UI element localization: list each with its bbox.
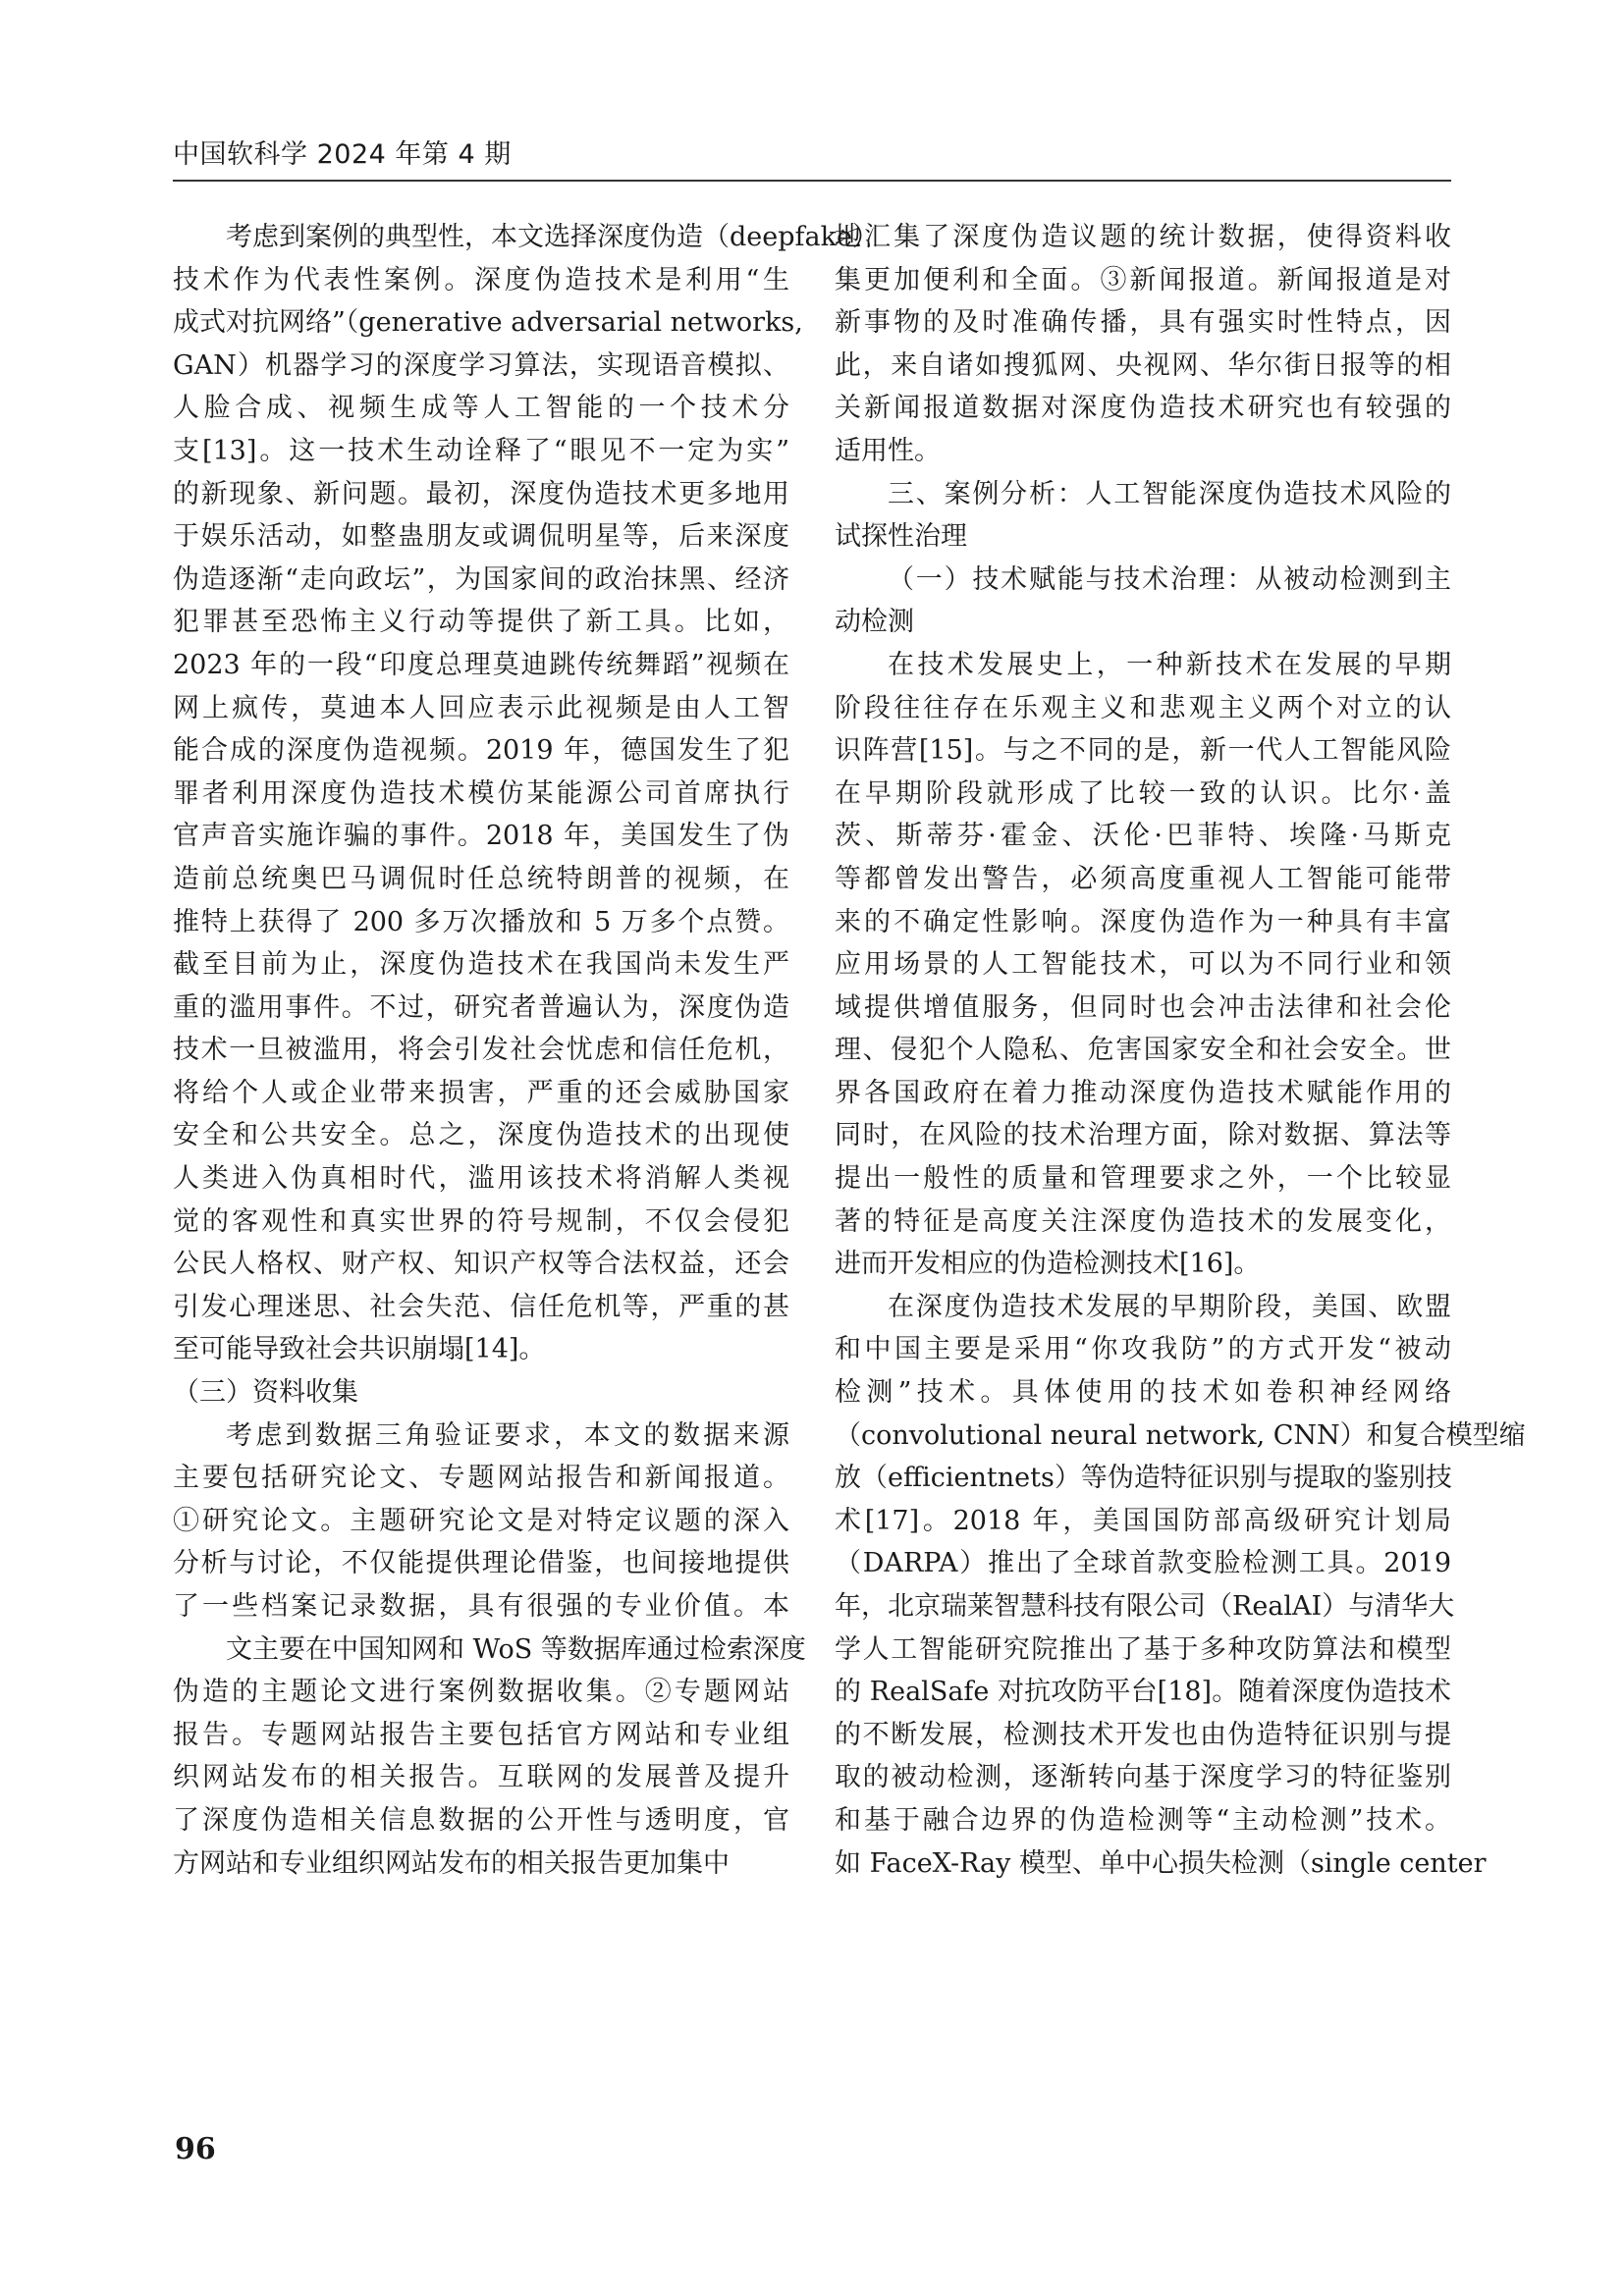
text-line: 关新闻报道数据对深度伪造技术研究也有较强的 xyxy=(835,393,1451,424)
text-line: 动检测 xyxy=(835,607,914,638)
text-line: 进而开发相应的伪造检测技术[16]。 xyxy=(835,1249,1261,1280)
text-line: 截至目前为止，深度伪造技术在我国尚未发生严 xyxy=(173,949,789,981)
text-line: 成式对抗网络”（generative adversarial networks, xyxy=(173,307,803,339)
text-line: 识阵营[15]。与之不同的是，新一代人工智能风险 xyxy=(835,735,1451,767)
text-line: 此，来自诸如搜狐网、央视网、华尔街日报等的相 xyxy=(835,349,1451,381)
text-line: 集更加便利和全面。③新闻报道。新闻报道是对 xyxy=(835,264,1451,295)
text-line: （三）资料收集 xyxy=(173,1377,358,1409)
text-line: 至可能导致社会共识崩塌[14]。 xyxy=(173,1334,546,1365)
text-line: 等都曾发出警告，必须高度重视人工智能可能带 xyxy=(835,863,1451,894)
text-line: 官声音实施诈骗的事件。2018 年，美国发生了伪 xyxy=(173,821,789,852)
text-line: 报告。专题网站报告主要包括官方网站和专业组 xyxy=(173,1719,789,1750)
text-line: 的新现象、新问题。最初，深度伪造技术更多地用 xyxy=(173,478,789,509)
text-line: 著的特征是高度关注深度伪造技术的发展变化， xyxy=(835,1205,1451,1237)
text-line: 人脸合成、视频生成等人工智能的一个技术分 xyxy=(173,393,789,424)
text-line: 和中国主要是采用“你攻我防”的方式开发“被动 xyxy=(835,1334,1451,1365)
text-line: ①研究论文。主题研究论文是对特定议题的深入 xyxy=(173,1505,789,1536)
text-line: 伪造的主题论文进行案例数据收集。②专题网站 xyxy=(173,1677,789,1708)
text-line: 适用性。 xyxy=(835,435,941,466)
text-line: 提出一般性的质量和管理要求之外，一个比较显 xyxy=(835,1163,1451,1195)
text-line: 试探性治理 xyxy=(835,521,967,553)
text-line: 应用场景的人工智能技术，可以为不同行业和领 xyxy=(835,949,1451,981)
text-line: 域提供增值服务，但同时也会冲击法律和社会伦 xyxy=(835,991,1451,1023)
text-line: 引发心理迷思、社会失范、信任危机等，严重的甚 xyxy=(173,1291,789,1322)
text-line: 2023 年的一段“印度总理莫迪跳传统舞蹈”视频在 xyxy=(173,649,789,680)
text-line: 同时，在风险的技术治理方面，除对数据、算法等 xyxy=(835,1120,1451,1151)
text-line: 在早期阶段就形成了比较一致的认识。比尔·盖 xyxy=(835,777,1451,809)
text-line: 来的不确定性影响。深度伪造作为一种具有丰富 xyxy=(835,906,1451,937)
text-line: 界各国政府在着力推动深度伪造技术赋能作用的 xyxy=(835,1077,1451,1108)
text-line: 考虑到数据三角验证要求，本文的数据来源 xyxy=(226,1419,789,1451)
text-line: 地汇集了深度伪造议题的统计数据，使得资料收 xyxy=(835,222,1451,252)
text-line: 技术作为代表性案例。深度伪造技术是利用“生 xyxy=(173,264,789,295)
text-line: 在深度伪造技术发展的早期阶段，美国、欧盟 xyxy=(888,1291,1451,1322)
text-line: 三、案例分析：人工智能深度伪造技术风险的 xyxy=(888,478,1451,509)
text-line: 安全和公共安全。总之，深度伪造技术的出现使 xyxy=(173,1120,789,1151)
text-line: 犯罪甚至恐怖主义行动等提供了新工具。比如， xyxy=(173,607,789,638)
text-line: 年，北京瑞莱智慧科技有限公司（RealAI）与清华大 xyxy=(835,1591,1455,1622)
text-line: GAN）机器学习的深度学习算法，实现语音模拟、 xyxy=(173,349,789,381)
text-line: 阶段往往存在乐观主义和悲观主义两个对立的认 xyxy=(835,692,1451,723)
text-line: 新事物的及时准确传播，具有强实时性特点，因 xyxy=(835,307,1451,339)
text-line: 茨、斯蒂芬·霍金、沃伦·巴菲特、埃隆·马斯克 xyxy=(835,821,1451,852)
text-line: 了一些档案记录数据，具有很强的专业价值。本 xyxy=(173,1591,789,1622)
text-line: 织网站发布的相关报告。互联网的发展普及提升 xyxy=(173,1762,789,1793)
text-line: 文主要在中国知网和 WoS 等数据库通过检索深度 xyxy=(226,1633,806,1665)
text-line: （DARPA）推出了全球首款变脸检测工具。2019 xyxy=(835,1548,1451,1579)
text-line: 人类进入伪真相时代，滥用该技术将消解人类视 xyxy=(173,1163,789,1195)
text-line: 技术一旦被滥用，将会引发社会忧虑和信任危机， xyxy=(173,1035,789,1066)
text-line: 的不断发展，检测技术开发也由伪造特征识别与提 xyxy=(835,1719,1451,1750)
running-header: 中国软科学 2024 年第 4 期 xyxy=(173,139,512,170)
text-line: 将给个人或企业带来损害，严重的还会威胁国家 xyxy=(173,1077,789,1108)
right-column xyxy=(835,216,1526,1885)
text-line: 造前总统奥巴马调侃时任总统特朗普的视频，在 xyxy=(173,863,789,894)
text-line: 公民人格权、财产权、知识产权等合法权益，还会 xyxy=(173,1249,789,1280)
text-line: 放（efficientnets）等伪造特征识别与提取的鉴别技 xyxy=(835,1463,1452,1494)
text-line: 主要包括研究论文、专题网站报告和新闻报道。 xyxy=(173,1463,789,1494)
text-line: 在技术发展史上，一种新技术在发展的早期 xyxy=(888,649,1451,680)
text-line: 术[17]。2018 年，美国国防部高级研究计划局 xyxy=(835,1505,1451,1536)
text-line: 重的滥用事件。不过，研究者普遍认为，深度伪造 xyxy=(173,991,789,1023)
text-line: 能合成的深度伪造视频。2019 年，德国发生了犯 xyxy=(173,735,789,767)
text-line: 考虑到案例的典型性，本文选择深度伪造（deepfake） xyxy=(226,222,879,252)
text-line: （convolutional neural network, CNN）和复合模型缩 xyxy=(835,1419,1526,1451)
page-number: 96 xyxy=(175,2132,216,2166)
text-line: 方网站和专业组织网站发布的相关报告更加集中 xyxy=(173,1847,730,1879)
text-line: 检测”技术。具体使用的技术如卷积神经网络 xyxy=(835,1377,1451,1409)
text-line: 支[13]。这一技术生动诠释了“眼见不一定为实” xyxy=(173,435,789,466)
header-rule xyxy=(173,180,1451,182)
text-line: 罪者利用深度伪造技术模仿某能源公司首席执行 xyxy=(173,777,789,809)
text-line: 觉的客观性和真实世界的符号规制，不仅会侵犯 xyxy=(173,1205,789,1237)
text-line: 理、侵犯个人隐私、危害国家安全和社会安全。世 xyxy=(835,1035,1451,1066)
text-line: 分析与讨论，不仅能提供理论借鉴，也间接地提供 xyxy=(173,1548,789,1579)
text-line: 取的被动检测，逐渐转向基于深度学习的特征鉴别 xyxy=(835,1762,1451,1793)
text-line: 了深度伪造相关信息数据的公开性与透明度，官 xyxy=(173,1804,789,1836)
text-line: 于娱乐活动，如整蛊朋友或调侃明星等，后来深度 xyxy=(173,521,789,553)
text-line: 的 RealSafe 对抗攻防平台[18]。随着深度伪造技术 xyxy=(835,1677,1451,1708)
text-line: （一）技术赋能与技术治理：从被动检测到主 xyxy=(888,563,1451,595)
text-line: 伪造逐渐“走向政坛”，为国家间的政治抹黑、经济 xyxy=(173,563,789,595)
text-line: 和基于融合边界的伪造检测等“主动检测”技术。 xyxy=(835,1804,1451,1836)
text-line: 推特上获得了 200 多万次播放和 5 万多个点赞。 xyxy=(173,906,789,937)
text-line: 如 FaceX-Ray 模型、单中心损失检测（single center xyxy=(835,1847,1487,1879)
text-line: 学人工智能研究院推出了基于多种攻防算法和模型 xyxy=(835,1633,1451,1665)
text-line: 网上疯传，莫迪本人回应表示此视频是由人工智 xyxy=(173,692,789,723)
